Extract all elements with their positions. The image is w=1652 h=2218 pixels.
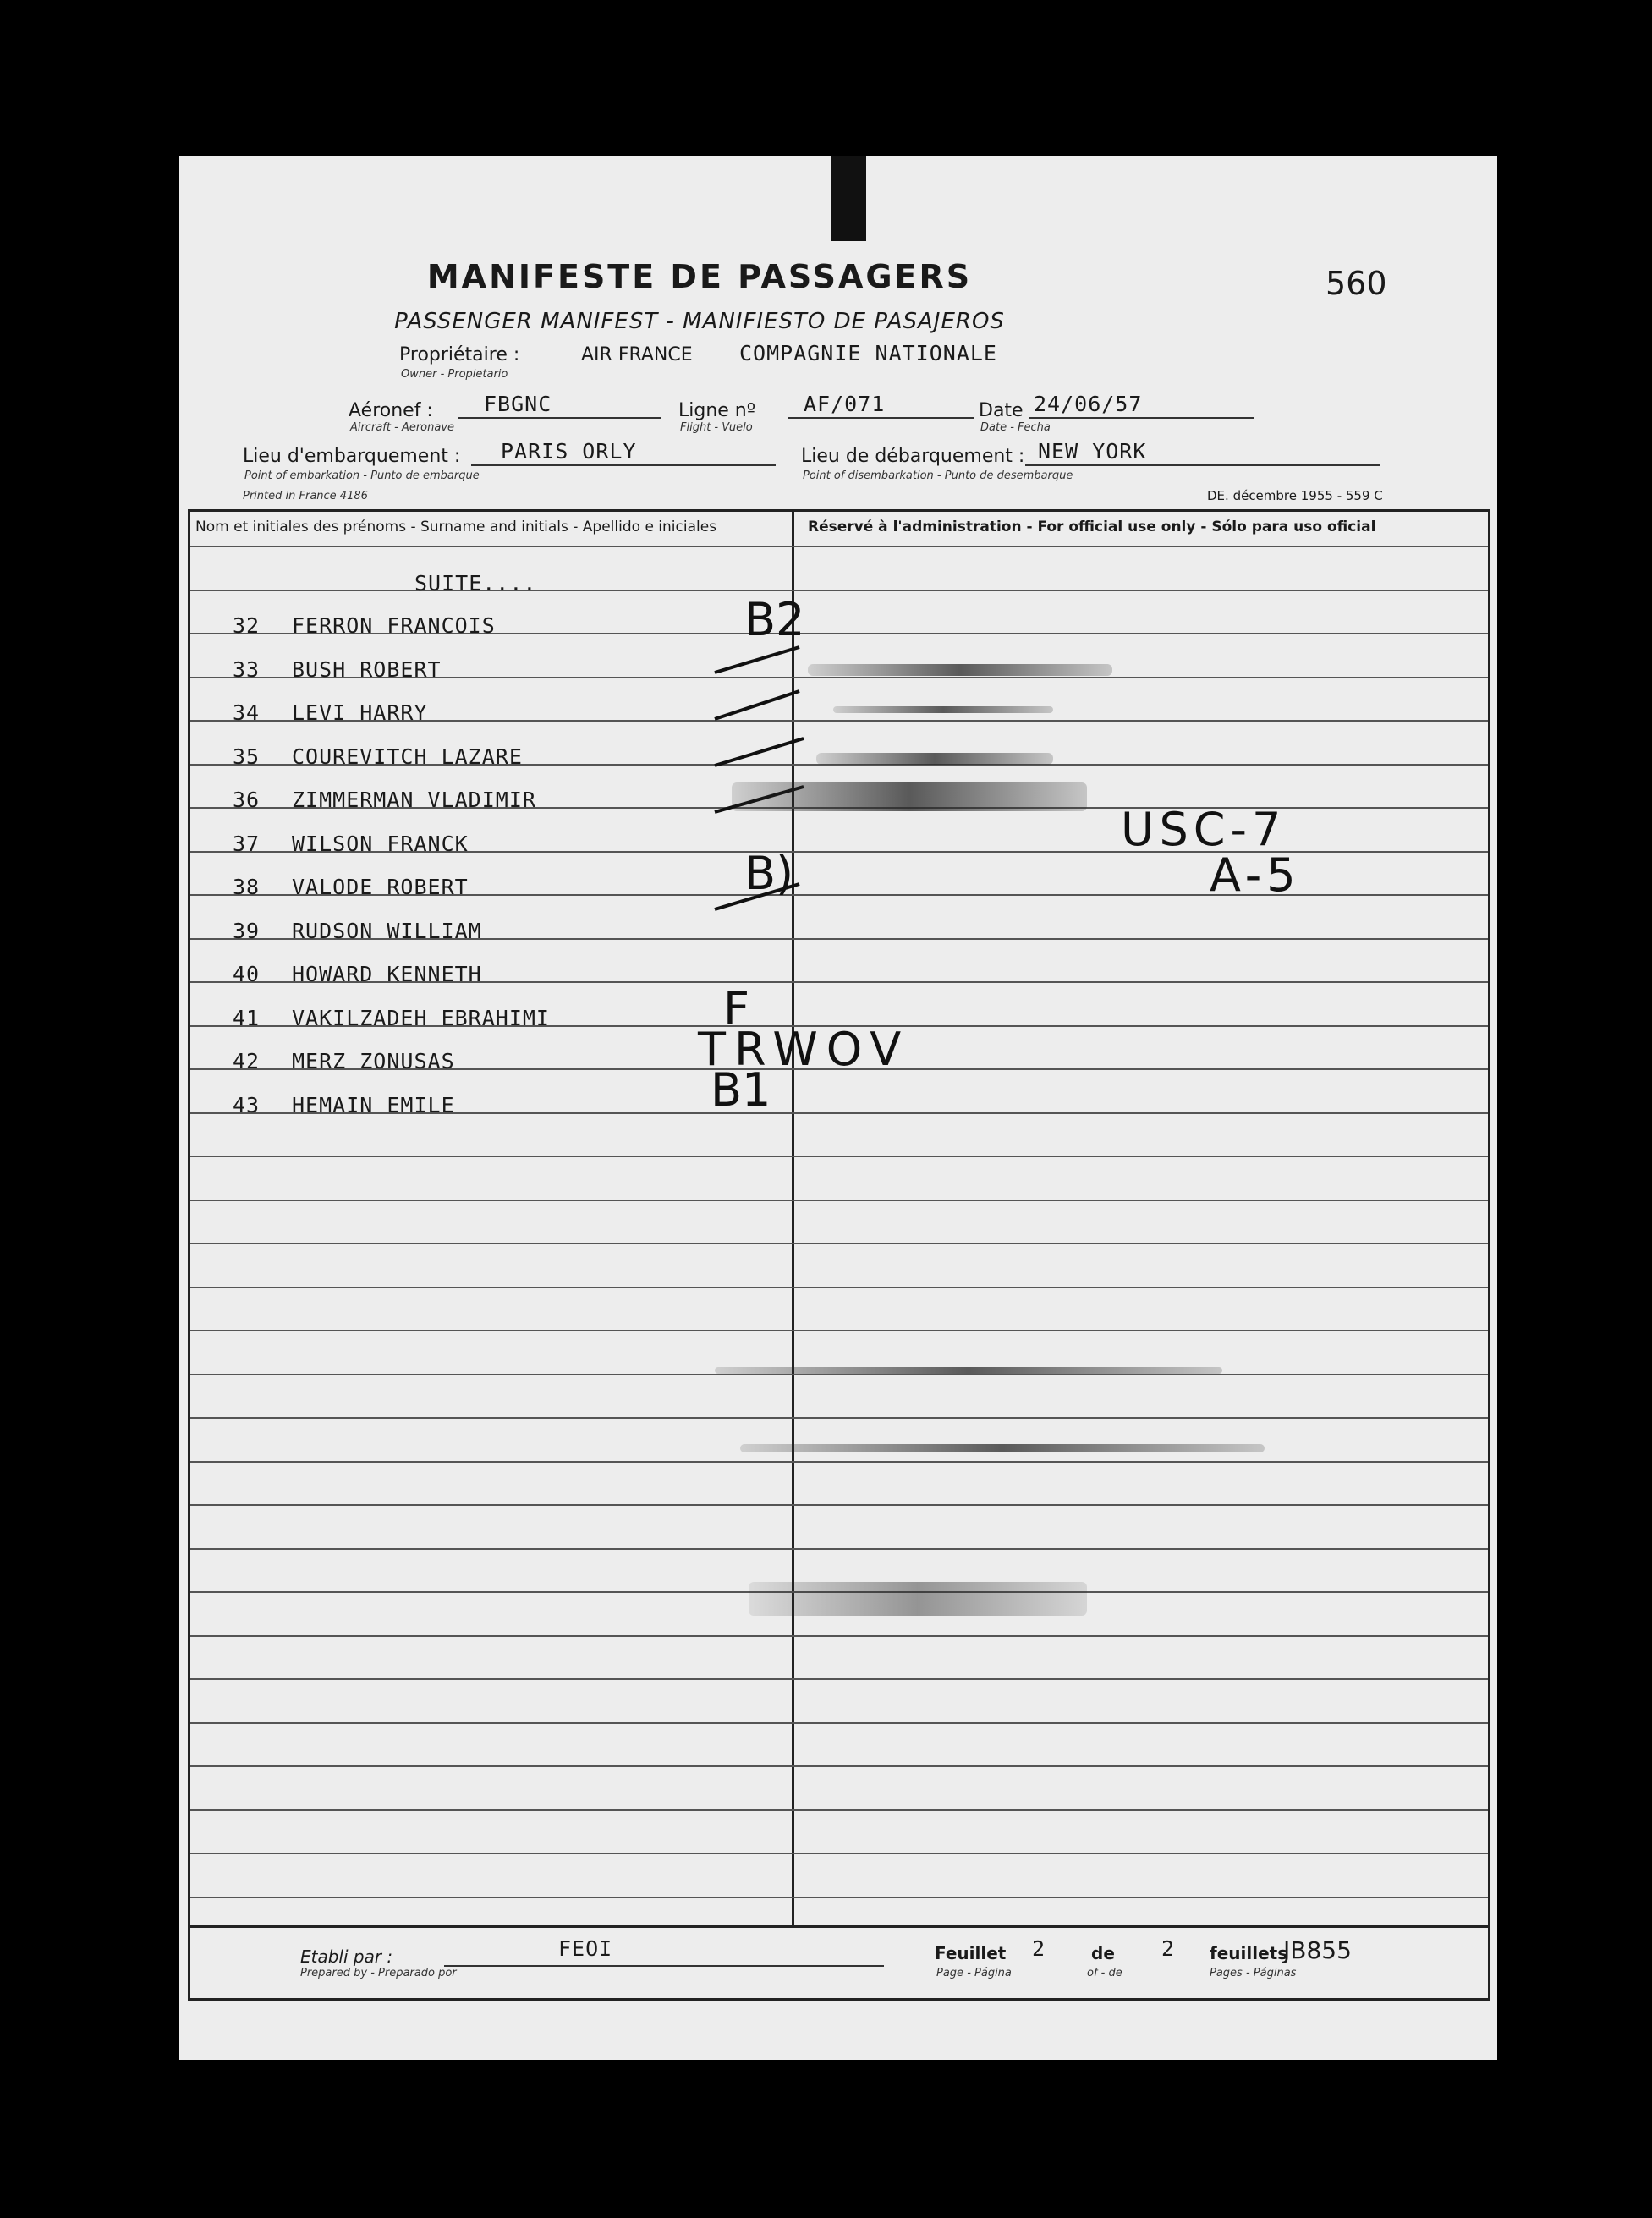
ruled-line [190, 1461, 1488, 1463]
sheets-label: feuillets [1210, 1943, 1288, 1963]
prepared-label: Etabli par : [300, 1946, 393, 1967]
passenger-name: WILSON FRANCK [292, 831, 469, 856]
ruled-line [190, 1504, 1488, 1506]
passenger-row [233, 832, 469, 856]
smudge [749, 1582, 1087, 1616]
passenger-name: ZIMMERMAN VLADIMIR [292, 788, 536, 812]
passenger-name: VAKILZADEH EBRAHIMI [292, 1005, 550, 1030]
embark-value: PARIS ORLY [501, 439, 637, 464]
ruled-line [190, 1809, 1488, 1811]
document-subtitle: PASSENGER MANIFEST - MANIFIESTO DE PASAJEROS [394, 309, 1005, 334]
smudge [740, 1444, 1265, 1452]
hand-b1-row43: B1 [711, 1063, 771, 1117]
ruled-line [190, 546, 1488, 547]
continuation-label: SUITE.... [414, 571, 537, 596]
prepared-value: FEOI [558, 1936, 613, 1961]
owner-value: AIR FRANCE [581, 344, 693, 365]
ruled-line [190, 590, 1488, 591]
aircraft-value: FBGNC [484, 392, 552, 416]
aircraft-sub: Aircraft - Aeronave [350, 421, 455, 434]
owner-typed: COMPAGNIE NATIONALE [739, 341, 997, 365]
sheet-label: Feuillet [935, 1943, 1007, 1963]
flight-value: AF/071 [804, 392, 886, 416]
passenger-number: 33 [233, 656, 261, 682]
hand-b1-row38: B) [744, 847, 794, 900]
passenger-number: 34 [233, 700, 261, 725]
col-right-header: Réservé à l'administration - For official use only - Sólo para uso oficial [808, 519, 1376, 535]
printed-note: Printed in France 4186 [243, 490, 368, 502]
ruled-line [190, 1243, 1488, 1244]
smudge [833, 706, 1053, 713]
passenger-number: 41 [233, 1005, 261, 1030]
sheet-value: 2 [1032, 1936, 1046, 1961]
date-label: Date [979, 400, 1024, 421]
sheets-code: JB855 [1283, 1936, 1352, 1964]
smudge [808, 664, 1112, 676]
smudge [732, 782, 1087, 811]
pages-sub: Page - Página [936, 1967, 1012, 1979]
disembark-sub: Point of disembarkation - Punto de desembarque [803, 469, 1073, 482]
passenger-row [233, 1049, 455, 1073]
disembark-label: Lieu de débarquement : [801, 446, 1025, 467]
passenger-number: 32 [233, 613, 261, 638]
passenger-name: RUDSON WILLIAM [292, 918, 482, 943]
flight-sub: Flight - Vuelo [680, 421, 753, 434]
passenger-row [233, 1006, 550, 1030]
passenger-name: FERRON FRANCOIS [292, 613, 496, 638]
passenger-number: 42 [233, 1049, 261, 1073]
passenger-number: 38 [233, 875, 261, 899]
hand-f: F [723, 982, 750, 1035]
hand-b2: B2 [744, 593, 805, 646]
ruled-line [190, 1678, 1488, 1680]
embark-label: Lieu d'embarquement : [243, 446, 461, 467]
owner-sub: Owner - Propietario [401, 368, 508, 381]
embark-sub: Point of embarkation - Punto de embarque [244, 469, 480, 482]
of-value: 2 [1161, 1936, 1176, 1961]
passenger-name: COUREVITCH LAZARE [292, 744, 523, 769]
ruled-line [190, 1200, 1488, 1201]
pages-sub2: Pages - Páginas [1210, 1967, 1297, 1979]
passenger-row [233, 657, 442, 682]
ruled-line [190, 1548, 1488, 1550]
aircraft-label: Aéronef : [349, 400, 433, 421]
passenger-row [233, 700, 428, 725]
passenger-number: 40 [233, 962, 261, 986]
of-sub: of - de [1087, 1967, 1122, 1979]
ruled-line [190, 1635, 1488, 1637]
ruled-line [190, 1330, 1488, 1331]
ruled-line [190, 1897, 1488, 1898]
passenger-number: 39 [233, 918, 261, 943]
smudge [715, 1367, 1222, 1374]
col-left-header: Nom et initiales des prénoms - Surname and initials - Apellido e iniciales [195, 519, 717, 535]
hand-a5: A-5 [1210, 848, 1301, 902]
ruled-line [190, 1853, 1488, 1854]
of-label: de [1091, 1943, 1115, 1963]
prepared-sub: Prepared by - Preparado por [300, 1967, 457, 1979]
sheet-number: 560 [1325, 265, 1387, 302]
passenger-table [188, 509, 1490, 1928]
passenger-number: 37 [233, 831, 261, 856]
passenger-number: 43 [233, 1092, 261, 1117]
ruled-line [190, 1417, 1488, 1419]
passenger-name: HEMAIN EMILE [292, 1092, 455, 1117]
passenger-row [233, 919, 482, 943]
hand-trwov: TRWOV [698, 1023, 910, 1076]
passenger-number: 35 [233, 744, 261, 769]
passenger-number: 36 [233, 788, 261, 812]
passenger-row [233, 875, 469, 899]
owner-label: Propriétaire : [399, 344, 520, 365]
ruled-line [190, 1765, 1488, 1767]
document-title: MANIFESTE DE PASSAGERS [426, 258, 973, 295]
date-sub: Date - Fecha [980, 421, 1051, 434]
ruled-line [190, 1287, 1488, 1288]
passenger-name: LEVI HARRY [292, 700, 428, 725]
flight-label: Ligne nº [678, 400, 756, 421]
date-value: 24/06/57 [1034, 392, 1143, 416]
disembark-value: NEW YORK [1038, 439, 1147, 464]
passenger-row [233, 613, 496, 638]
hand-usc: USC-7 [1121, 803, 1287, 856]
passenger-row [233, 962, 482, 986]
edition-note: DE. décembre 1955 - 559 C [1207, 488, 1383, 503]
passenger-name: MERZ ZONUSAS [292, 1049, 455, 1073]
passenger-row [233, 1093, 455, 1117]
smudge [816, 753, 1053, 765]
passenger-row [233, 788, 536, 812]
ruled-line [190, 1156, 1488, 1157]
passenger-name: BUSH ROBERT [292, 656, 442, 682]
passenger-row [233, 744, 523, 769]
punch-hole-mark [831, 156, 866, 241]
manifest-footer [188, 1928, 1490, 2001]
manifest-document [179, 156, 1497, 2060]
passenger-name: VALODE ROBERT [292, 875, 469, 899]
ruled-line [190, 1722, 1488, 1724]
passenger-name: HOWARD KENNETH [292, 962, 482, 986]
